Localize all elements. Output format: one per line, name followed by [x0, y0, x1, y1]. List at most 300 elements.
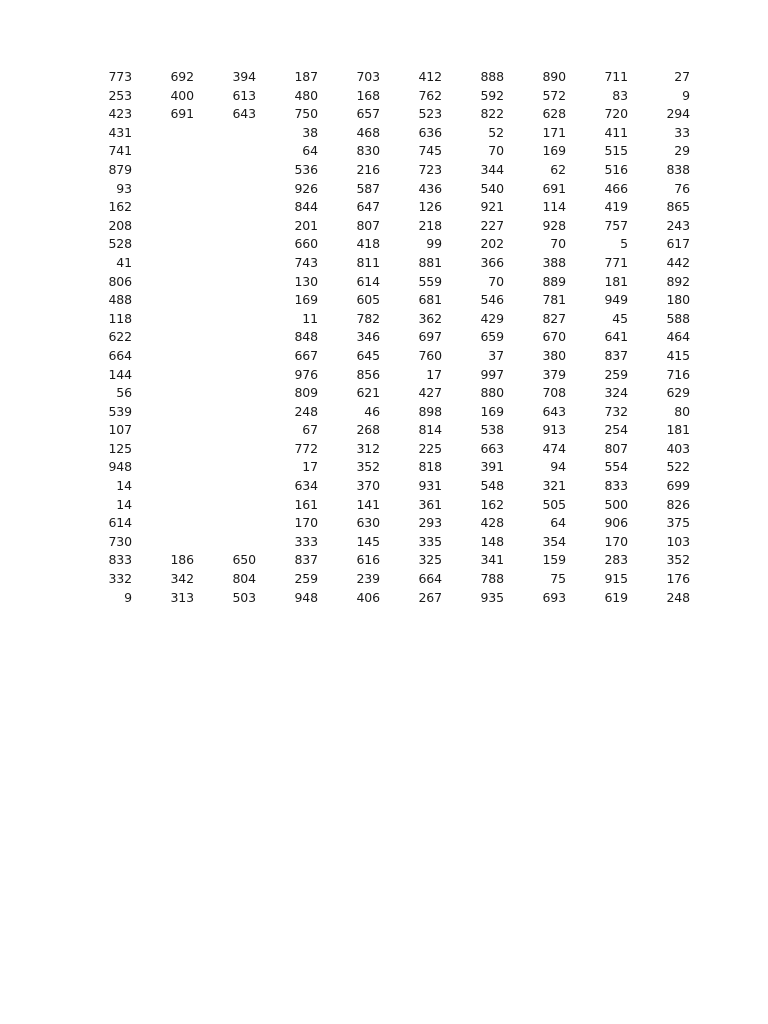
table-cell: 809 — [294, 385, 318, 401]
table-cell: 681 — [418, 292, 442, 308]
table-cell: 716 — [666, 366, 690, 382]
table-cell — [132, 291, 194, 310]
table-row — [70, 366, 690, 385]
table-cell — [194, 328, 256, 347]
table-cell: 614 — [356, 273, 380, 289]
table-cell: 5 — [620, 236, 628, 252]
table-cell: 898 — [418, 403, 442, 419]
table-cell: 412 — [418, 69, 442, 84]
table-cell: 17 — [302, 459, 318, 475]
table-cell: 949 — [604, 292, 628, 308]
table-cell: 70 — [488, 273, 504, 289]
table-cell: 720 — [604, 106, 628, 122]
table-cell: 750 — [294, 106, 318, 122]
table-cell: 948 — [108, 459, 132, 475]
table-cell — [132, 514, 194, 533]
table-cell: 890 — [542, 69, 566, 84]
table-cell: 619 — [604, 589, 628, 605]
table-cell: 663 — [480, 440, 504, 456]
table-cell: 14 — [116, 478, 132, 494]
table-cell: 928 — [542, 217, 566, 233]
table-cell: 227 — [480, 217, 504, 233]
table-cell: 181 — [604, 273, 628, 289]
table-cell: 699 — [666, 478, 690, 494]
table-cell: 354 — [542, 533, 566, 549]
table-cell: 9 — [124, 589, 132, 605]
table-row — [70, 328, 690, 347]
table-row — [70, 496, 690, 515]
table-cell: 419 — [604, 199, 628, 215]
table-cell — [132, 421, 194, 440]
table-cell — [194, 384, 256, 403]
table-cell: 428 — [480, 515, 504, 531]
table-cell: 539 — [108, 403, 132, 419]
table-cell: 997 — [480, 366, 504, 382]
table-cell: 807 — [356, 217, 380, 233]
table-cell: 346 — [356, 329, 380, 345]
table-cell — [194, 254, 256, 273]
table-cell: 921 — [480, 199, 504, 215]
table-cell: 915 — [604, 571, 628, 587]
table-cell: 741 — [108, 143, 132, 159]
table-cell: 370 — [356, 478, 380, 494]
table-cell — [194, 347, 256, 366]
table-cell: 643 — [232, 106, 256, 122]
table-cell: 352 — [356, 459, 380, 475]
table-cell: 107 — [108, 422, 132, 438]
table-cell: 833 — [604, 478, 628, 494]
table-cell: 176 — [666, 571, 690, 587]
table-cell: 99 — [426, 236, 442, 252]
table-row — [70, 68, 690, 87]
table-row — [70, 440, 690, 459]
table-cell: 162 — [108, 199, 132, 215]
table-cell: 879 — [108, 161, 132, 177]
table-cell: 636 — [418, 124, 442, 140]
table-cell: 538 — [480, 422, 504, 438]
table-cell: 856 — [356, 366, 380, 382]
table-cell: 9 — [682, 87, 690, 103]
table-cell — [194, 198, 256, 217]
table-cell: 186 — [170, 552, 194, 568]
table-cell: 259 — [604, 366, 628, 382]
table-cell: 976 — [294, 366, 318, 382]
table-cell: 130 — [294, 273, 318, 289]
table-cell: 394 — [232, 69, 256, 84]
table-cell: 806 — [108, 273, 132, 289]
table-cell: 587 — [356, 180, 380, 196]
table-row — [70, 421, 690, 440]
table-cell: 103 — [666, 533, 690, 549]
table-cell: 948 — [294, 589, 318, 605]
table-cell: 80 — [674, 403, 690, 419]
table-row — [70, 273, 690, 292]
table-cell — [132, 366, 194, 385]
table-cell: 125 — [108, 440, 132, 456]
table-cell: 488 — [108, 292, 132, 308]
table-cell: 468 — [356, 124, 380, 140]
table-cell: 243 — [666, 217, 690, 233]
table-cell — [132, 217, 194, 236]
table-cell: 811 — [356, 254, 380, 270]
table-cell: 283 — [604, 552, 628, 568]
table-cell: 528 — [108, 236, 132, 252]
table-cell: 659 — [480, 329, 504, 345]
table-cell: 17 — [426, 366, 442, 382]
table-cell — [194, 533, 256, 552]
table-cell: 730 — [108, 533, 132, 549]
table-row — [70, 87, 690, 106]
table-cell — [194, 161, 256, 180]
table-cell: 268 — [356, 422, 380, 438]
table-cell — [132, 384, 194, 403]
table-cell: 148 — [480, 533, 504, 549]
table-cell: 588 — [666, 310, 690, 326]
table-cell: 170 — [294, 515, 318, 531]
table-cell: 11 — [302, 310, 318, 326]
table-cell: 474 — [542, 440, 566, 456]
table-cell: 144 — [108, 366, 132, 382]
table-cell: 29 — [674, 143, 690, 159]
table-cell: 170 — [604, 533, 628, 549]
table-cell: 161 — [294, 496, 318, 512]
table-cell — [194, 421, 256, 440]
table-cell: 838 — [666, 161, 690, 177]
table-cell: 827 — [542, 310, 566, 326]
table-cell: 617 — [666, 236, 690, 252]
table-cell — [194, 217, 256, 236]
table-cell — [194, 310, 256, 329]
table-cell: 630 — [356, 515, 380, 531]
table-cell — [132, 440, 194, 459]
table-cell: 771 — [604, 254, 628, 270]
table-cell: 423 — [108, 106, 132, 122]
table-cell: 313 — [170, 589, 194, 605]
table-cell: 400 — [170, 87, 194, 103]
table-cell: 267 — [418, 589, 442, 605]
table-cell: 391 — [480, 459, 504, 475]
table-cell — [132, 198, 194, 217]
table-cell: 837 — [604, 347, 628, 363]
table-cell: 187 — [294, 69, 318, 84]
table-cell: 760 — [418, 347, 442, 363]
table-cell: 892 — [666, 273, 690, 289]
table-cell: 429 — [480, 310, 504, 326]
table-cell: 141 — [356, 496, 380, 512]
table-row — [70, 217, 690, 236]
table-cell — [194, 235, 256, 254]
table-cell: 403 — [666, 440, 690, 456]
table-row — [70, 105, 690, 124]
table-cell: 332 — [108, 571, 132, 587]
table-cell: 708 — [542, 385, 566, 401]
table-cell: 431 — [108, 124, 132, 140]
table-cell: 818 — [418, 459, 442, 475]
table-cell: 37 — [488, 347, 504, 363]
table-cell: 344 — [480, 161, 504, 177]
table-cell: 622 — [108, 329, 132, 345]
table-cell: 46 — [364, 403, 380, 419]
table-cell: 723 — [418, 161, 442, 177]
table-cell: 505 — [542, 496, 566, 512]
table-cell: 45 — [612, 310, 628, 326]
table-cell: 913 — [542, 422, 566, 438]
table-cell: 613 — [232, 87, 256, 103]
table-cell: 935 — [480, 589, 504, 605]
table-cell — [194, 180, 256, 199]
table-cell — [132, 142, 194, 161]
table-cell: 352 — [666, 552, 690, 568]
table-row — [70, 310, 690, 329]
table-cell: 814 — [418, 422, 442, 438]
table-cell: 645 — [356, 347, 380, 363]
table-cell: 93 — [116, 180, 132, 196]
table-cell — [132, 180, 194, 199]
table-cell: 325 — [418, 552, 442, 568]
table-cell: 333 — [294, 533, 318, 549]
table-cell: 70 — [488, 143, 504, 159]
table-cell: 523 — [418, 106, 442, 122]
table-cell: 248 — [294, 403, 318, 419]
table-cell: 159 — [542, 552, 566, 568]
table-cell: 83 — [612, 87, 628, 103]
table-cell: 324 — [604, 385, 628, 401]
table-cell: 546 — [480, 292, 504, 308]
table-row — [70, 477, 690, 496]
table-cell: 782 — [356, 310, 380, 326]
table-cell: 889 — [542, 273, 566, 289]
table-cell: 442 — [666, 254, 690, 270]
table-cell — [194, 273, 256, 292]
table-row — [70, 403, 690, 422]
table-cell — [194, 124, 256, 143]
table-cell: 52 — [488, 124, 504, 140]
table-cell: 826 — [666, 496, 690, 512]
table-cell: 362 — [418, 310, 442, 326]
table-cell — [194, 514, 256, 533]
table-cell: 145 — [356, 533, 380, 549]
table-cell: 181 — [666, 422, 690, 438]
table-cell — [132, 254, 194, 273]
table-cell — [194, 440, 256, 459]
table-row — [70, 198, 690, 217]
table-cell: 516 — [604, 161, 628, 177]
table-cell: 464 — [666, 329, 690, 345]
table-row — [70, 570, 690, 589]
table-cell: 418 — [356, 236, 380, 252]
table-cell — [194, 477, 256, 496]
table-cell: 647 — [356, 199, 380, 215]
table-cell: 804 — [232, 571, 256, 587]
table-cell: 41 — [116, 254, 132, 270]
table-cell: 592 — [480, 87, 504, 103]
table-cell: 379 — [542, 366, 566, 382]
table-cell: 94 — [550, 459, 566, 475]
table-cell: 926 — [294, 180, 318, 196]
table-cell: 201 — [294, 217, 318, 233]
table-cell: 14 — [116, 496, 132, 512]
table-cell: 691 — [170, 106, 194, 122]
table-cell: 670 — [542, 329, 566, 345]
table-cell: 380 — [542, 347, 566, 363]
table-cell: 411 — [604, 124, 628, 140]
table-row — [70, 235, 690, 254]
table-cell: 807 — [604, 440, 628, 456]
table-cell: 788 — [480, 571, 504, 587]
table-cell: 732 — [604, 403, 628, 419]
table-row — [70, 551, 690, 570]
table-cell: 162 — [480, 496, 504, 512]
table-cell: 515 — [604, 143, 628, 159]
table-cell: 540 — [480, 180, 504, 196]
table-cell: 293 — [418, 515, 442, 531]
table-cell: 38 — [302, 124, 318, 140]
table-cell: 621 — [356, 385, 380, 401]
table-row — [70, 514, 690, 533]
table-cell: 745 — [418, 143, 442, 159]
table-cell: 614 — [108, 515, 132, 531]
table-cell: 375 — [666, 515, 690, 531]
table-cell: 833 — [108, 552, 132, 568]
table-cell: 634 — [294, 478, 318, 494]
table-cell: 848 — [294, 329, 318, 345]
table-cell: 342 — [170, 571, 194, 587]
table-cell: 906 — [604, 515, 628, 531]
table-cell: 554 — [604, 459, 628, 475]
table-cell: 822 — [480, 106, 504, 122]
table-cell: 605 — [356, 292, 380, 308]
table-cell — [132, 328, 194, 347]
table-cell — [132, 403, 194, 422]
table-cell: 248 — [666, 589, 690, 605]
table-cell: 616 — [356, 552, 380, 568]
table-cell — [132, 347, 194, 366]
table-cell: 33 — [674, 124, 690, 140]
table-cell — [132, 533, 194, 552]
table-cell: 773 — [108, 69, 132, 84]
table-cell: 180 — [666, 292, 690, 308]
table-cell: 239 — [356, 571, 380, 587]
table-cell: 931 — [418, 478, 442, 494]
table-cell: 114 — [542, 199, 566, 215]
table-cell: 641 — [604, 329, 628, 345]
table-cell: 844 — [294, 199, 318, 215]
table-cell: 294 — [666, 106, 690, 122]
table-cell: 56 — [116, 385, 132, 401]
table-cell: 169 — [542, 143, 566, 159]
table-cell: 208 — [108, 217, 132, 233]
table-cell: 830 — [356, 143, 380, 159]
number-grid — [70, 68, 690, 607]
table-cell: 216 — [356, 161, 380, 177]
table-cell: 643 — [542, 403, 566, 419]
table-cell — [132, 310, 194, 329]
table-cell: 366 — [480, 254, 504, 270]
table-cell: 169 — [294, 292, 318, 308]
table-cell: 837 — [294, 552, 318, 568]
table-cell: 62 — [550, 161, 566, 177]
table-cell: 388 — [542, 254, 566, 270]
table-cell: 312 — [356, 440, 380, 456]
table-row — [70, 161, 690, 180]
table-cell: 218 — [418, 217, 442, 233]
table-cell: 406 — [356, 589, 380, 605]
table-cell: 881 — [418, 254, 442, 270]
table-cell: 427 — [418, 385, 442, 401]
table-row — [70, 533, 690, 552]
table-cell: 202 — [480, 236, 504, 252]
table-cell: 361 — [418, 496, 442, 512]
table-row — [70, 180, 690, 199]
table-cell: 693 — [542, 589, 566, 605]
table-cell: 254 — [604, 422, 628, 438]
table-cell: 64 — [550, 515, 566, 531]
table-cell — [194, 403, 256, 422]
table-cell: 711 — [604, 69, 628, 84]
table-cell: 888 — [480, 69, 504, 84]
table-cell: 657 — [356, 106, 380, 122]
table-cell: 341 — [480, 552, 504, 568]
table-cell: 628 — [542, 106, 566, 122]
table-cell — [194, 496, 256, 515]
table-cell: 466 — [604, 180, 628, 196]
table-cell: 436 — [418, 180, 442, 196]
table-cell — [132, 496, 194, 515]
table-cell: 321 — [542, 478, 566, 494]
table-cell: 225 — [418, 440, 442, 456]
table-cell: 335 — [418, 533, 442, 549]
table-cell: 415 — [666, 347, 690, 363]
table-cell: 697 — [418, 329, 442, 345]
table-cell: 253 — [108, 87, 132, 103]
table-cell: 757 — [604, 217, 628, 233]
table-cell: 500 — [604, 496, 628, 512]
table-cell — [194, 142, 256, 161]
table-cell: 572 — [542, 87, 566, 103]
table-cell: 667 — [294, 347, 318, 363]
table-cell: 75 — [550, 571, 566, 587]
table-cell — [132, 273, 194, 292]
table-cell: 629 — [666, 385, 690, 401]
table-cell: 168 — [356, 87, 380, 103]
table-cell: 76 — [674, 180, 690, 196]
table-cell: 27 — [674, 69, 690, 84]
table-cell — [132, 477, 194, 496]
table-cell: 664 — [418, 571, 442, 587]
table-row — [70, 347, 690, 366]
table-cell: 259 — [294, 571, 318, 587]
table-row — [70, 254, 690, 273]
table-cell: 480 — [294, 87, 318, 103]
number-grid-body — [70, 68, 690, 607]
table-cell: 762 — [418, 87, 442, 103]
table-cell: 772 — [294, 440, 318, 456]
table-row — [70, 589, 690, 608]
table-cell: 126 — [418, 199, 442, 215]
table-row — [70, 142, 690, 161]
table-cell: 64 — [302, 143, 318, 159]
table-cell: 743 — [294, 254, 318, 270]
table-cell: 865 — [666, 199, 690, 215]
table-cell: 169 — [480, 403, 504, 419]
table-cell: 503 — [232, 589, 256, 605]
table-cell — [194, 366, 256, 385]
table-cell: 692 — [170, 69, 194, 84]
table-cell: 691 — [542, 180, 566, 196]
table-cell — [132, 124, 194, 143]
table-cell — [194, 458, 256, 477]
table-cell: 660 — [294, 236, 318, 252]
